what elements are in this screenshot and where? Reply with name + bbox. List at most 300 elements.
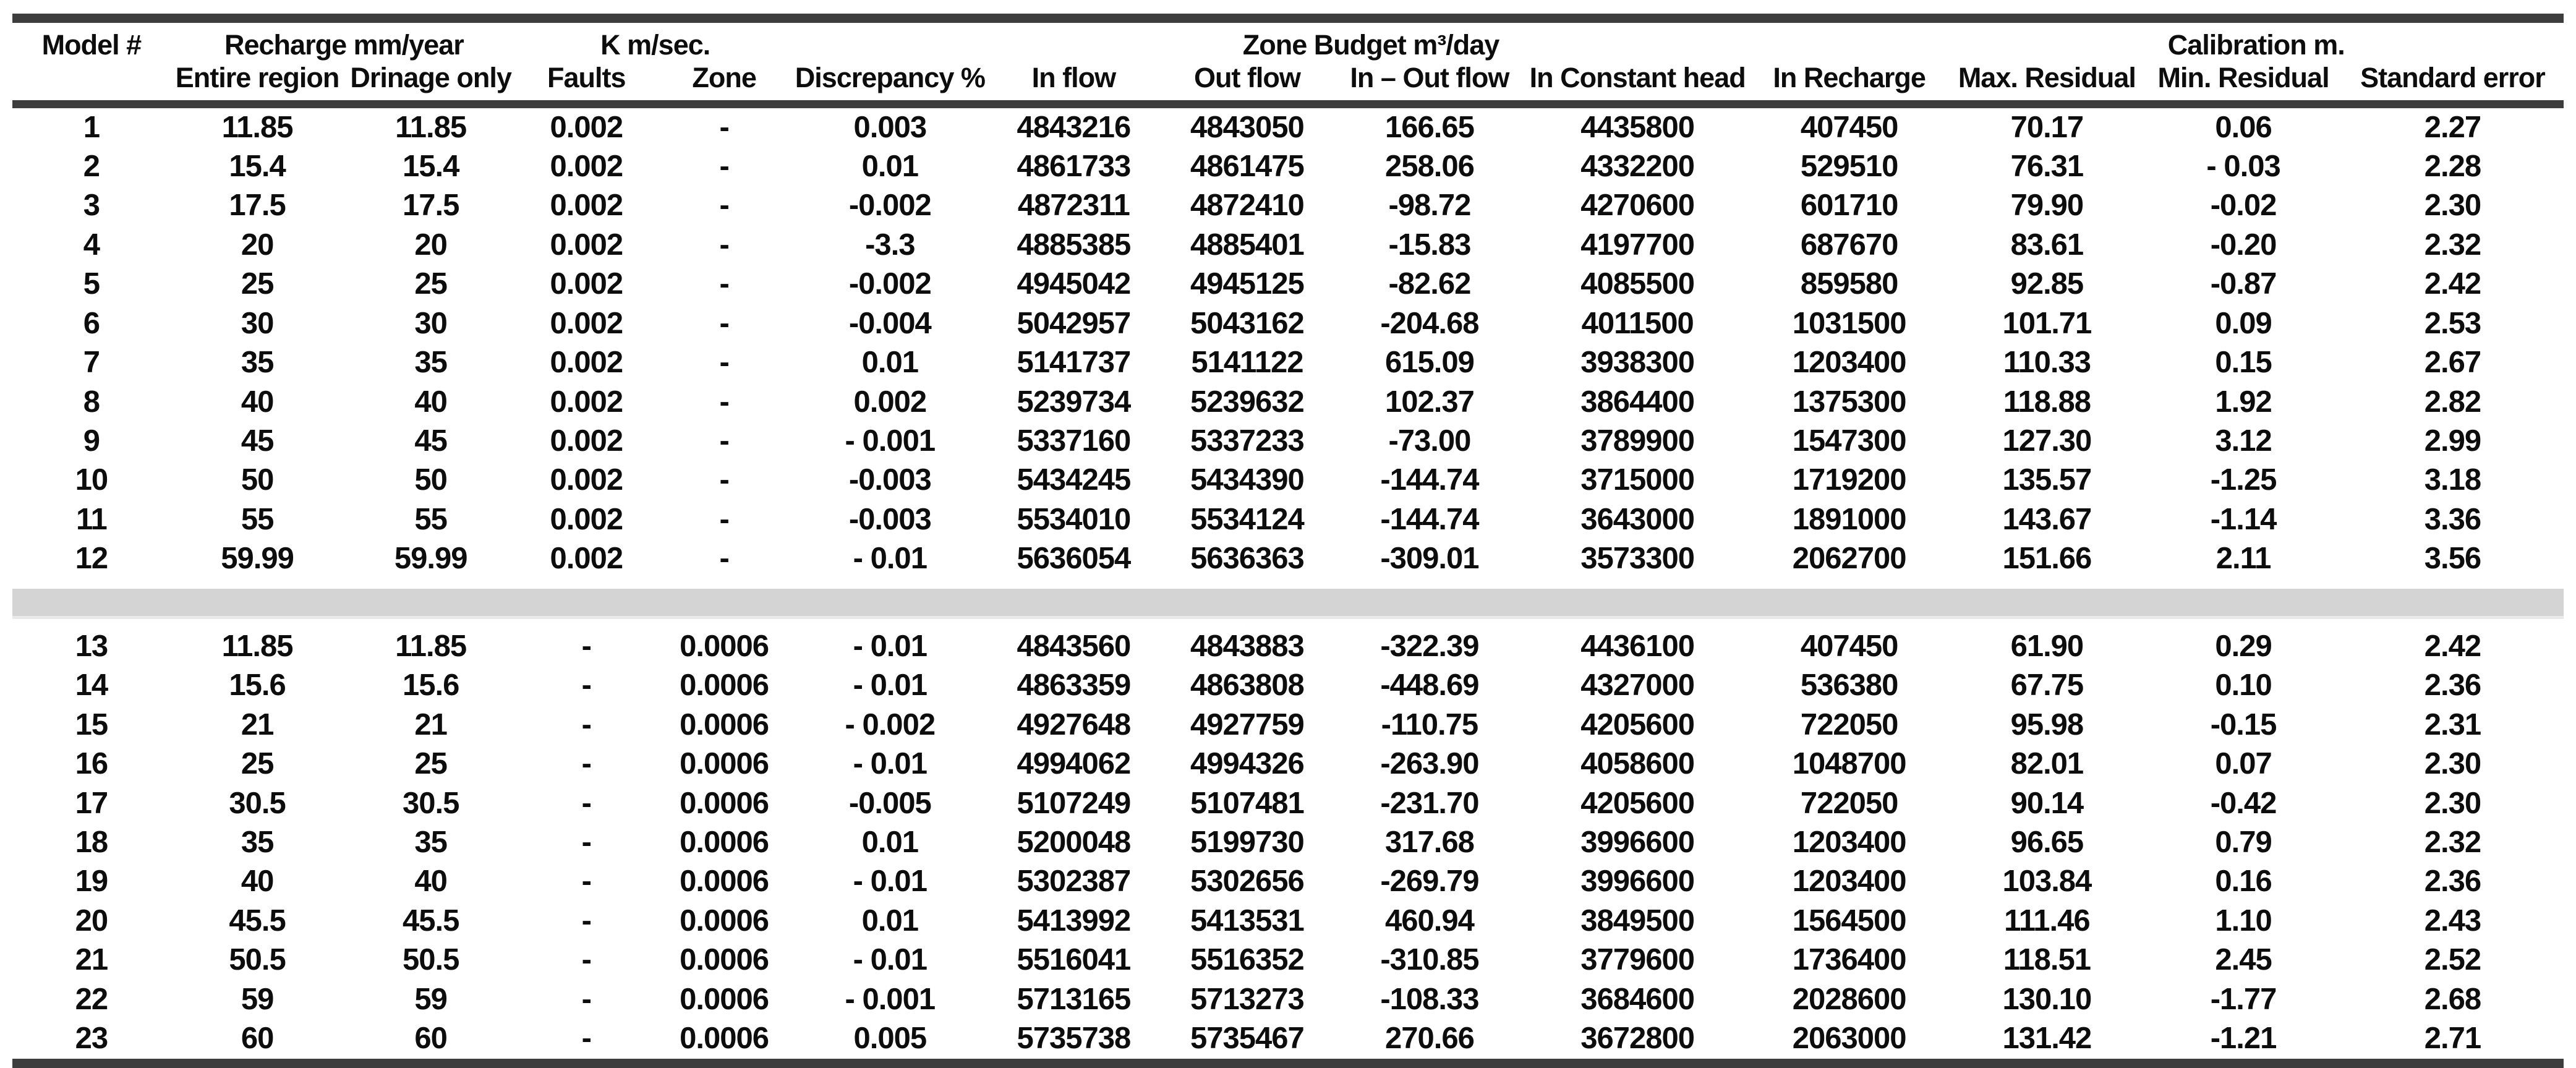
cell-standard-error: 2.32 xyxy=(2424,825,2481,859)
cell-k-zone: 0.0006 xyxy=(680,943,769,977)
section-separator-band xyxy=(12,579,2564,627)
cell-in-constant-head: 4270600 xyxy=(1580,189,1695,223)
cell-in-recharge: 536380 xyxy=(1800,669,1898,703)
cell-model: 13 xyxy=(75,629,108,663)
cell-discrepancy: - 0.01 xyxy=(853,865,927,899)
cell-in-constant-head: 3715000 xyxy=(1580,463,1695,497)
cell-in-out-flow: -110.75 xyxy=(1381,707,1478,741)
cell-out-flow: 5636363 xyxy=(1190,542,1304,576)
cell-max-residual: 95.98 xyxy=(2010,707,2084,741)
table-row xyxy=(12,226,2564,265)
cell-discrepancy: - 0.01 xyxy=(853,542,927,576)
cell-min-residual: 3.12 xyxy=(2215,424,2272,458)
cell-in-recharge: 2028600 xyxy=(1792,982,1906,1016)
cell-in-constant-head: 3779600 xyxy=(1580,943,1695,977)
cell-max-residual: 111.46 xyxy=(2004,904,2090,938)
cell-in-recharge: 1375300 xyxy=(1792,385,1906,419)
cell-in-constant-head: 3573300 xyxy=(1580,542,1695,576)
cell-out-flow: 4927759 xyxy=(1190,707,1304,741)
table-row xyxy=(12,941,2564,980)
cell-k-faults: 0.002 xyxy=(550,463,623,497)
cell-in-flow: 5413992 xyxy=(1017,904,1131,938)
cell-in-recharge: 2063000 xyxy=(1792,1022,1906,1056)
cell-k-zone: - xyxy=(719,189,729,223)
cell-k-faults: 0.002 xyxy=(550,424,623,458)
cell-recharge-entire-region: 25 xyxy=(241,267,274,301)
cell-standard-error: 2.71 xyxy=(2424,1022,2481,1056)
group-header-recharge: Recharge mm/year xyxy=(224,29,464,61)
cell-in-constant-head: 3938300 xyxy=(1580,346,1695,380)
cell-discrepancy: -0.004 xyxy=(848,306,931,340)
col-header-max-residual: Max. Residual xyxy=(1958,62,2136,94)
cell-in-constant-head: 3789900 xyxy=(1580,424,1695,458)
cell-min-residual: 0.15 xyxy=(2215,346,2272,380)
header-group-row xyxy=(12,19,2564,61)
cell-in-flow: 5239734 xyxy=(1017,385,1131,419)
cell-in-out-flow: 317.68 xyxy=(1384,825,1474,859)
cell-model: 8 xyxy=(83,385,100,419)
cell-recharge-drinage-only: 60 xyxy=(414,1022,447,1056)
cell-recharge-entire-region: 35 xyxy=(241,825,274,859)
cell-model: 16 xyxy=(75,747,108,781)
cell-in-constant-head: 3672800 xyxy=(1580,1022,1695,1056)
cell-min-residual: -0.42 xyxy=(2210,786,2277,820)
cell-in-flow: 4885385 xyxy=(1017,228,1131,262)
table-header xyxy=(12,19,2564,105)
cell-in-flow: 5434245 xyxy=(1017,463,1131,497)
col-header-in-out-flow: In – Out flow xyxy=(1350,62,1509,94)
cell-recharge-drinage-only: 11.85 xyxy=(395,110,467,144)
table-row xyxy=(12,539,2564,578)
cell-k-zone: 0.0006 xyxy=(680,904,769,938)
cell-k-zone: - xyxy=(719,346,729,380)
cell-recharge-entire-region: 59.99 xyxy=(221,542,294,576)
cell-in-out-flow: 460.94 xyxy=(1384,904,1474,938)
cell-k-zone: - xyxy=(719,463,729,497)
cell-discrepancy: 0.002 xyxy=(853,385,927,419)
cell-in-flow: 4872311 xyxy=(1017,189,1130,223)
table-row xyxy=(12,265,2564,304)
cell-recharge-entire-region: 45 xyxy=(241,424,274,458)
cell-standard-error: 3.18 xyxy=(2424,463,2481,497)
cell-in-out-flow: 270.66 xyxy=(1384,1022,1474,1056)
cell-in-out-flow: -144.74 xyxy=(1380,463,1479,497)
cell-in-out-flow: -98.72 xyxy=(1388,189,1471,223)
cell-in-flow: 4861733 xyxy=(1017,149,1131,183)
cell-model: 20 xyxy=(75,904,108,938)
cell-in-out-flow: -73.00 xyxy=(1388,424,1471,458)
cell-discrepancy: 0.003 xyxy=(853,110,927,144)
cell-recharge-entire-region: 50.5 xyxy=(229,943,286,977)
cell-discrepancy: -3.3 xyxy=(865,228,915,262)
cell-recharge-drinage-only: 17.5 xyxy=(402,189,459,223)
cell-discrepancy: -0.003 xyxy=(848,502,931,536)
cell-standard-error: 2.31 xyxy=(2424,707,2481,741)
cell-min-residual: -1.21 xyxy=(2210,1022,2277,1056)
cell-min-residual: 0.07 xyxy=(2215,747,2272,781)
cell-k-faults: - xyxy=(581,707,591,741)
col-header-min-residual: Min. Residual xyxy=(2157,62,2329,94)
cell-k-zone: 0.0006 xyxy=(680,669,769,703)
col-header-drinage-only: Drinage only xyxy=(350,62,511,94)
cell-in-out-flow: -204.68 xyxy=(1380,306,1479,340)
cell-out-flow: 4861475 xyxy=(1190,149,1304,183)
cell-k-zone: 0.0006 xyxy=(680,747,769,781)
cell-standard-error: 3.56 xyxy=(2424,542,2481,576)
cell-in-recharge: 1719200 xyxy=(1792,463,1906,497)
cell-in-recharge: 529510 xyxy=(1800,149,1898,183)
cell-in-recharge: 1048700 xyxy=(1792,747,1906,781)
cell-max-residual: 90.14 xyxy=(2010,786,2084,820)
cell-in-recharge: 722050 xyxy=(1800,786,1898,820)
cell-in-out-flow: -15.83 xyxy=(1388,228,1471,262)
cell-in-constant-head: 3864400 xyxy=(1580,385,1695,419)
cell-max-residual: 118.88 xyxy=(2003,385,2091,419)
cell-standard-error: 2.68 xyxy=(2424,982,2481,1016)
cell-out-flow: 4872410 xyxy=(1190,189,1304,223)
group-header-zone-budget: Zone Budget m³/day xyxy=(1242,29,1499,61)
cell-model: 5 xyxy=(83,267,100,301)
table-row xyxy=(12,461,2564,500)
section-separator-row xyxy=(12,579,2564,627)
cell-recharge-drinage-only: 25 xyxy=(414,267,447,301)
cell-min-residual: 2.11 xyxy=(2216,542,2271,576)
cell-k-faults: 0.002 xyxy=(550,267,623,301)
cell-k-zone: - xyxy=(719,542,729,576)
cell-in-flow: 5302387 xyxy=(1017,865,1131,899)
cell-min-residual: -0.15 xyxy=(2210,707,2277,741)
cell-in-out-flow: -322.39 xyxy=(1380,629,1479,663)
cell-in-flow: 5534010 xyxy=(1017,502,1131,536)
cell-in-constant-head: 3996600 xyxy=(1580,825,1695,859)
cell-recharge-entire-region: 40 xyxy=(241,385,274,419)
table-row xyxy=(12,147,2564,186)
cell-k-zone: 0.0006 xyxy=(680,1022,769,1056)
cell-model: 6 xyxy=(83,306,100,340)
cell-in-recharge: 1203400 xyxy=(1792,865,1906,899)
group-header-k: K m/sec. xyxy=(600,29,710,61)
table-row xyxy=(12,1019,2564,1063)
cell-max-residual: 92.85 xyxy=(2010,267,2084,301)
cell-in-recharge: 1891000 xyxy=(1792,502,1906,536)
cell-k-faults: - xyxy=(581,1022,591,1056)
cell-in-constant-head: 4197700 xyxy=(1580,228,1695,262)
cell-k-zone: - xyxy=(719,385,729,419)
cell-model: 14 xyxy=(75,669,108,703)
cell-out-flow: 5337233 xyxy=(1190,424,1304,458)
cell-recharge-entire-region: 50 xyxy=(241,463,274,497)
cell-in-flow: 5042957 xyxy=(1017,306,1131,340)
cell-max-residual: 143.67 xyxy=(2002,502,2092,536)
cell-max-residual: 151.66 xyxy=(2002,542,2092,576)
cell-max-residual: 101.71 xyxy=(2002,306,2092,340)
cell-min-residual: -1.14 xyxy=(2210,502,2277,536)
cell-in-out-flow: -309.01 xyxy=(1380,542,1479,576)
cell-recharge-drinage-only: 40 xyxy=(414,385,447,419)
table-row xyxy=(12,383,2564,422)
cell-standard-error: 2.36 xyxy=(2424,865,2481,899)
cell-in-flow: 4927648 xyxy=(1017,707,1131,741)
cell-k-faults: - xyxy=(581,943,591,977)
cell-model: 9 xyxy=(83,424,100,458)
cell-in-flow: 4945042 xyxy=(1017,267,1131,301)
cell-recharge-drinage-only: 40 xyxy=(414,865,447,899)
cell-model: 10 xyxy=(75,463,108,497)
cell-in-recharge: 1203400 xyxy=(1792,825,1906,859)
cell-in-constant-head: 4205600 xyxy=(1580,786,1695,820)
cell-in-recharge: 859580 xyxy=(1800,267,1898,301)
cell-discrepancy: 0.01 xyxy=(861,149,918,183)
cell-in-flow: 4863359 xyxy=(1017,669,1131,703)
cell-model: 7 xyxy=(83,346,100,380)
cell-in-recharge: 601710 xyxy=(1800,189,1898,223)
cell-k-zone: 0.0006 xyxy=(680,707,769,741)
cell-k-faults: 0.002 xyxy=(550,306,623,340)
cell-recharge-entire-region: 35 xyxy=(241,346,274,380)
cell-k-faults: - xyxy=(581,825,591,859)
cell-recharge-drinage-only: 15.4 xyxy=(402,149,459,183)
cell-min-residual: 0.09 xyxy=(2215,306,2272,340)
cell-k-zone: - xyxy=(719,110,729,144)
cell-max-residual: 79.90 xyxy=(2010,189,2084,223)
cell-in-recharge: 1547300 xyxy=(1792,424,1906,458)
table-row xyxy=(12,500,2564,539)
cell-standard-error: 2.30 xyxy=(2424,189,2481,223)
cell-out-flow: 5413531 xyxy=(1190,904,1304,938)
cell-max-residual: 96.65 xyxy=(2010,825,2084,859)
model-results-table xyxy=(12,14,2564,1068)
table-row xyxy=(12,706,2564,745)
cell-in-flow: 5107249 xyxy=(1017,786,1131,820)
cell-k-faults: - xyxy=(581,629,591,663)
col-header-discrepancy: Discrepancy % xyxy=(795,62,985,94)
cell-recharge-drinage-only: 21 xyxy=(414,707,447,741)
cell-model: 17 xyxy=(75,786,108,820)
cell-model: 15 xyxy=(75,707,108,741)
cell-in-flow: 5516041 xyxy=(1017,943,1131,977)
cell-max-residual: 110.33 xyxy=(2003,346,2091,380)
cell-max-residual: 70.17 xyxy=(2010,110,2084,144)
cell-in-out-flow: -310.85 xyxy=(1380,943,1479,977)
table-row xyxy=(12,784,2564,823)
cell-in-recharge: 687670 xyxy=(1800,228,1898,262)
cell-max-residual: 67.75 xyxy=(2010,669,2084,703)
cell-discrepancy: - 0.01 xyxy=(853,943,927,977)
table-row xyxy=(12,304,2564,343)
cell-in-out-flow: -108.33 xyxy=(1380,982,1479,1016)
cell-in-flow: 4994062 xyxy=(1017,747,1131,781)
cell-standard-error: 2.42 xyxy=(2424,267,2481,301)
cell-k-faults: - xyxy=(581,904,591,938)
cell-min-residual: -0.87 xyxy=(2210,267,2277,301)
cell-recharge-entire-region: 11.85 xyxy=(221,110,293,144)
cell-out-flow: 4885401 xyxy=(1190,228,1304,262)
cell-out-flow: 4843050 xyxy=(1190,110,1304,144)
cell-k-faults: - xyxy=(581,786,591,820)
cell-max-residual: 61.90 xyxy=(2010,629,2084,663)
cell-in-constant-head: 4011500 xyxy=(1581,306,1694,340)
cell-model: 3 xyxy=(83,189,100,223)
cell-discrepancy: - 0.01 xyxy=(853,629,927,663)
table-row xyxy=(12,666,2564,705)
cell-min-residual: -1.25 xyxy=(2210,463,2277,497)
cell-in-constant-head: 4085500 xyxy=(1580,267,1695,301)
cell-discrepancy: -0.002 xyxy=(848,267,931,301)
table-row xyxy=(12,823,2564,862)
cell-standard-error: 2.36 xyxy=(2424,669,2481,703)
cell-model: 19 xyxy=(75,865,108,899)
cell-out-flow: 5534124 xyxy=(1190,502,1304,536)
cell-in-flow: 4843216 xyxy=(1017,110,1131,144)
cell-k-faults: 0.002 xyxy=(550,149,623,183)
cell-model: 2 xyxy=(83,149,100,183)
cell-in-constant-head: 4058600 xyxy=(1580,747,1695,781)
cell-in-flow: 5141737 xyxy=(1017,346,1131,380)
table-row xyxy=(12,186,2564,225)
table-row xyxy=(12,343,2564,382)
cell-in-out-flow: -144.74 xyxy=(1380,502,1479,536)
table-row xyxy=(12,902,2564,941)
cell-k-zone: 0.0006 xyxy=(680,865,769,899)
cell-in-recharge: 407450 xyxy=(1800,629,1898,663)
cell-recharge-entire-region: 30.5 xyxy=(229,786,286,820)
cell-recharge-entire-region: 11.85 xyxy=(221,629,293,663)
cell-discrepancy: -0.003 xyxy=(848,463,931,497)
cell-in-out-flow: -231.70 xyxy=(1380,786,1479,820)
cell-out-flow: 5239632 xyxy=(1190,385,1304,419)
cell-in-recharge: 1736400 xyxy=(1792,943,1906,977)
cell-recharge-drinage-only: 55 xyxy=(414,502,447,536)
cell-min-residual: 0.16 xyxy=(2215,865,2272,899)
cell-in-constant-head: 3643000 xyxy=(1580,502,1695,536)
cell-min-residual: -0.20 xyxy=(2210,228,2277,262)
cell-max-residual: 130.10 xyxy=(2002,982,2092,1016)
cell-in-recharge: 1203400 xyxy=(1792,346,1906,380)
cell-in-constant-head: 4205600 xyxy=(1580,707,1695,741)
cell-model: 21 xyxy=(75,943,108,977)
table-row xyxy=(12,627,2564,666)
cell-max-residual: 82.01 xyxy=(2010,747,2084,781)
cell-out-flow: 4994326 xyxy=(1190,747,1304,781)
cell-k-zone: 0.0006 xyxy=(680,786,769,820)
cell-recharge-drinage-only: 59.99 xyxy=(394,542,467,576)
cell-in-flow: 5337160 xyxy=(1017,424,1131,458)
cell-recharge-entire-region: 59 xyxy=(241,982,274,1016)
cell-min-residual: - 0.03 xyxy=(2206,149,2280,183)
cell-min-residual: 1.10 xyxy=(2215,904,2272,938)
cell-discrepancy: - 0.01 xyxy=(853,747,927,781)
col-header-model: Model # xyxy=(41,29,142,61)
cell-recharge-drinage-only: 30 xyxy=(414,306,447,340)
cell-min-residual: 0.79 xyxy=(2215,825,2272,859)
cell-min-residual: -1.77 xyxy=(2210,982,2277,1016)
cell-in-constant-head: 4436100 xyxy=(1580,629,1695,663)
cell-min-residual: -0.02 xyxy=(2210,189,2277,223)
cell-recharge-drinage-only: 45 xyxy=(414,424,447,458)
cell-min-residual: 1.92 xyxy=(2215,385,2272,419)
cell-k-zone: 0.0006 xyxy=(680,982,769,1016)
cell-max-residual: 103.84 xyxy=(2002,865,2092,899)
cell-k-faults: 0.002 xyxy=(550,502,623,536)
cell-max-residual: 76.31 xyxy=(2010,149,2084,183)
cell-in-constant-head: 3996600 xyxy=(1580,865,1695,899)
cell-standard-error: 3.36 xyxy=(2424,502,2481,536)
cell-recharge-drinage-only: 30.5 xyxy=(402,786,459,820)
cell-out-flow: 5434390 xyxy=(1190,463,1304,497)
cell-out-flow: 5735467 xyxy=(1190,1022,1304,1056)
cell-discrepancy: 0.01 xyxy=(861,346,918,380)
group-header-calibration: Calibration m. xyxy=(2167,29,2345,61)
cell-out-flow: 5713273 xyxy=(1190,982,1304,1016)
cell-k-zone: 0.0006 xyxy=(680,825,769,859)
cell-standard-error: 2.99 xyxy=(2424,424,2481,458)
cell-in-recharge: 2062700 xyxy=(1792,542,1906,576)
cell-out-flow: 5199730 xyxy=(1190,825,1304,859)
cell-in-out-flow: 166.65 xyxy=(1384,110,1474,144)
cell-standard-error: 2.28 xyxy=(2424,149,2481,183)
cell-model: 1 xyxy=(83,110,100,144)
cell-recharge-drinage-only: 45.5 xyxy=(402,904,459,938)
cell-recharge-entire-region: 40 xyxy=(241,865,274,899)
cell-in-out-flow: -448.69 xyxy=(1380,669,1479,703)
cell-out-flow: 4843883 xyxy=(1190,629,1304,663)
cell-standard-error: 2.32 xyxy=(2424,228,2481,262)
cell-k-faults: - xyxy=(581,982,591,1016)
cell-min-residual: 0.10 xyxy=(2215,669,2272,703)
cell-recharge-entire-region: 25 xyxy=(241,747,274,781)
cell-recharge-entire-region: 15.4 xyxy=(229,149,286,183)
cell-in-recharge: 1031500 xyxy=(1792,306,1906,340)
cell-in-recharge: 722050 xyxy=(1800,707,1898,741)
cell-in-recharge: 1564500 xyxy=(1792,904,1906,938)
cell-min-residual: 2.45 xyxy=(2215,943,2272,977)
cell-recharge-drinage-only: 25 xyxy=(414,747,447,781)
col-header-zone: Zone xyxy=(692,62,756,94)
cell-in-out-flow: -269.79 xyxy=(1380,865,1479,899)
cell-standard-error: 2.27 xyxy=(2424,110,2481,144)
col-header-in-flow: In flow xyxy=(1031,62,1116,94)
table-row xyxy=(12,745,2564,784)
col-header-standard-error: Standard error xyxy=(2360,62,2545,94)
cell-k-faults: 0.002 xyxy=(550,189,623,223)
cell-recharge-entire-region: 30 xyxy=(241,306,274,340)
cell-k-faults: 0.002 xyxy=(550,385,623,419)
col-header-in-constant-head: In Constant head xyxy=(1529,62,1746,94)
cell-recharge-entire-region: 15.6 xyxy=(229,669,286,703)
cell-k-faults: 0.002 xyxy=(550,110,623,144)
cell-in-out-flow: -82.62 xyxy=(1388,267,1471,301)
cell-recharge-drinage-only: 50 xyxy=(414,463,447,497)
table-row xyxy=(12,862,2564,901)
cell-standard-error: 2.82 xyxy=(2424,385,2481,419)
cell-k-zone: 0.0006 xyxy=(680,629,769,663)
header-sub-row xyxy=(12,61,2564,104)
cell-standard-error: 2.30 xyxy=(2424,786,2481,820)
cell-k-faults: - xyxy=(581,669,591,703)
cell-out-flow: 4863808 xyxy=(1190,669,1304,703)
cell-in-recharge: 407450 xyxy=(1800,110,1898,144)
cell-model: 12 xyxy=(75,542,108,576)
cell-out-flow: 5516352 xyxy=(1190,943,1304,977)
cell-standard-error: 2.52 xyxy=(2424,943,2481,977)
cell-max-residual: 135.57 xyxy=(2002,463,2092,497)
cell-model: 11 xyxy=(75,502,107,536)
cell-standard-error: 2.30 xyxy=(2424,747,2481,781)
col-header-faults: Faults xyxy=(547,62,626,94)
cell-standard-error: 2.42 xyxy=(2424,629,2481,663)
cell-out-flow: 4945125 xyxy=(1190,267,1304,301)
cell-discrepancy: 0.01 xyxy=(861,825,918,859)
